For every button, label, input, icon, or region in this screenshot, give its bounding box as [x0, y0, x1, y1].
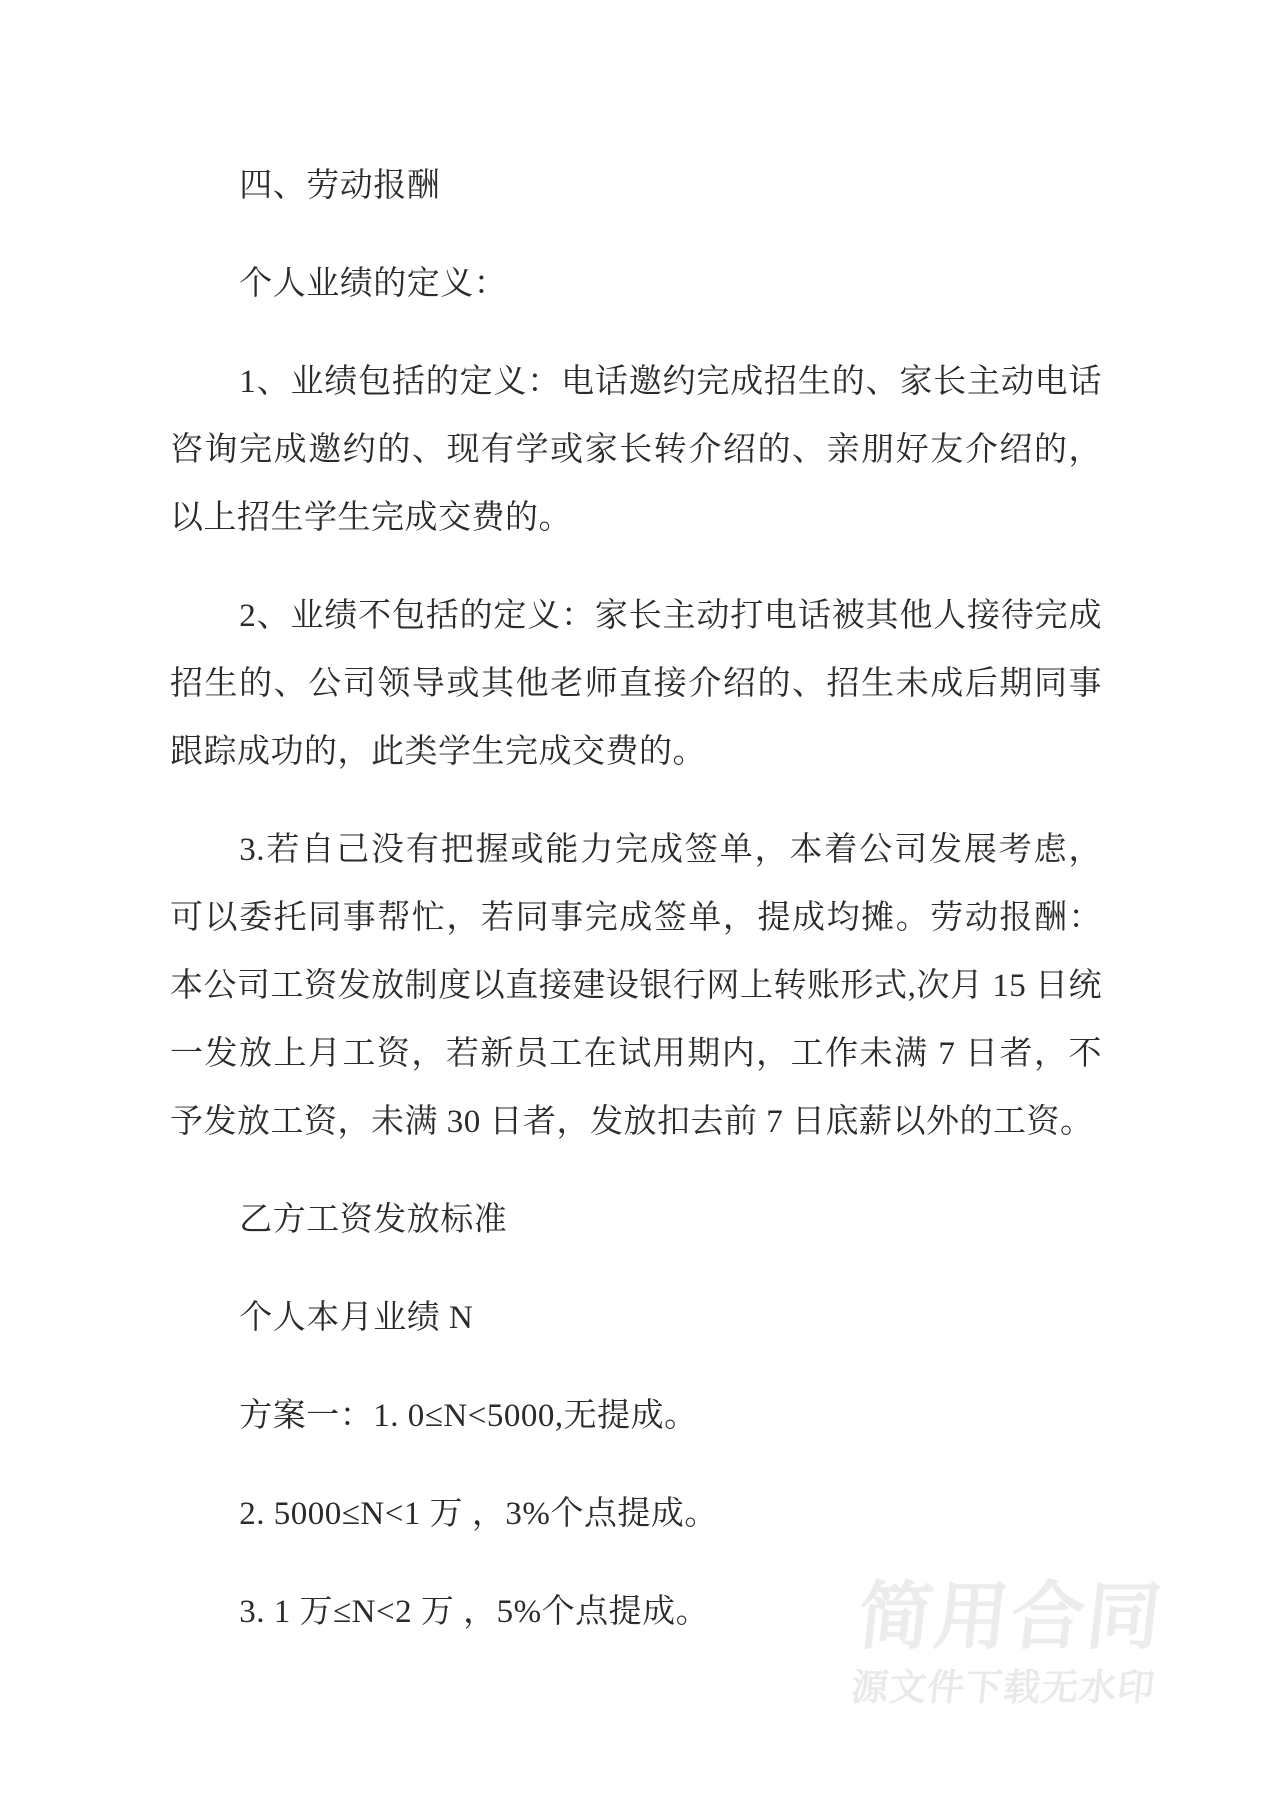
- watermark-subtitle-text: 源文件下载无水印: [849, 1667, 1158, 1708]
- line-plan-tier-3: 3. 1 万≤N<2 万 ，5%个点提成。: [239, 1594, 710, 1630]
- watermark-brand-text: 简用合同: [854, 1575, 1168, 1658]
- line-party-b-salary-standard: 乙方工资发放标准: [239, 1202, 508, 1238]
- section-heading-labor-compensation: 四、劳动报酬: [239, 168, 441, 204]
- para-commission-sharing-and-salary-payment: 3.若自己没有把握或能力完成签单，本着公司发展考虑，可以委托同事帮忙，若同事完成签单，提成均摊。劳动报酬：本公司工资发放制度以直接建设银行网上转账形式,次月 15 日统一发放上月工资，若新员工在试用期内，工作未满 7 日者，不予发放工资，未满 30 日者，发放扣去前 7 日底薪以外的工资。: [170, 832, 1102, 1140]
- line-plan-one-tier-1: 方案一：1. 0≤N<5000,无提成。: [239, 1398, 698, 1434]
- para-performance-excluded-definition: 2、业绩不包括的定义：家长主动打电话被其他人接待完成招生的、公司领导或其他老师直接介绍的、招生未成后期同事跟踪成功的，此类学生完成交费的。: [170, 598, 1102, 770]
- line-personal-performance-definition: 个人业绩的定义：: [239, 266, 508, 302]
- para-performance-included-definition: 1、业绩包括的定义：电话邀约完成招生的、家长主动电话咨询完成邀约的、现有学或家长转介绍的、亲朋好友介绍的，以上招生学生完成交费的。: [170, 364, 1102, 536]
- line-monthly-performance-n: 个人本月业绩 N: [239, 1300, 474, 1336]
- line-plan-tier-2: 2. 5000≤N<1 万 ，3%个点提成。: [239, 1496, 718, 1532]
